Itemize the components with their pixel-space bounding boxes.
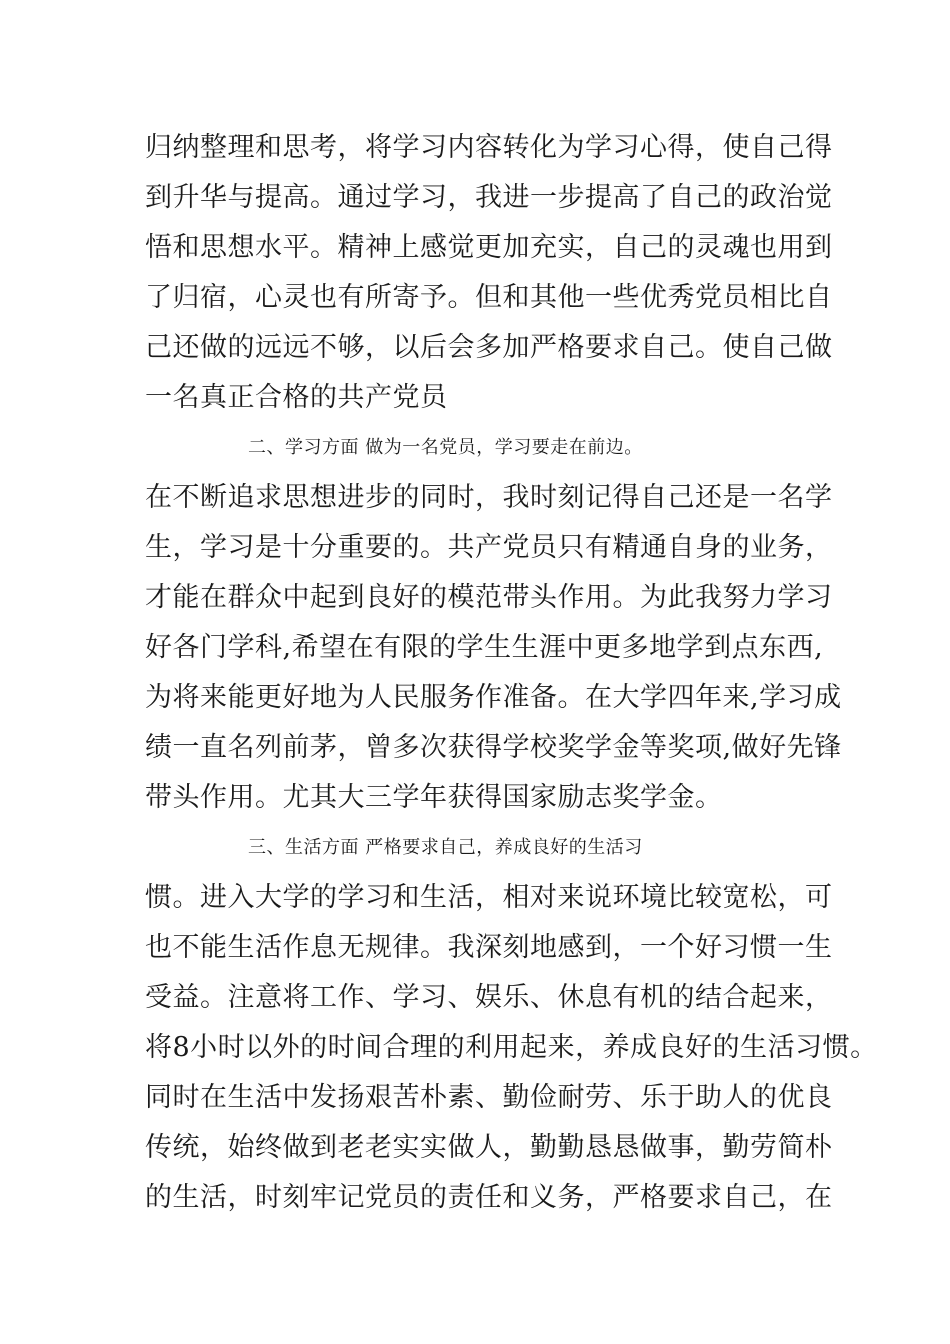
paragraph-line: 带头作用。尤其大三学年获得国家励志奖学金。: [145, 782, 723, 813]
paragraph-line: 一名真正合格的共产党员: [145, 382, 448, 413]
section-heading-study: 二、学习方面 做为一名党员，学习要走在前边。: [248, 437, 643, 458]
section-heading-life: 三、生活方面 严格要求自己，养成良好的生活习: [248, 837, 643, 858]
paragraph-line: 在不断追求思想进步的同时，我时刻记得自己还是一名学: [145, 482, 833, 513]
paragraph-line: 绩一直名列前茅，曾多次获得学校奖学金等奖项,做好先锋: [145, 732, 842, 763]
paragraph-line: 了归宿，心灵也有所寄予。但和其他一些优秀党员相比自: [145, 282, 833, 313]
paragraph-line: 的生活，时刻牢记党员的责任和义务，严格要求自己，在: [145, 1182, 833, 1213]
paragraph-line: 己还做的远远不够，以后会多加严格要求自己。使自己做: [145, 332, 833, 363]
paragraph-line: 同时在生活中发扬艰苦朴素、勤俭耐劳、乐于助人的优良: [145, 1082, 833, 1113]
paragraph-line: 惯。进入大学的学习和生活，相对来说环境比较宽松，可: [145, 882, 833, 913]
paragraph-line: 才能在群众中起到良好的模范带头作用。为此我努力学习: [145, 582, 833, 613]
paragraph-line: 将8小时以外的时间合理的利用起来，养成良好的生活习惯。: [145, 1032, 878, 1063]
paragraph-line: 传统，始终做到老老实实做人，勤勤恳恳做事，勤劳简朴: [145, 1132, 833, 1163]
paragraph-line: 归纳整理和思考，将学习内容转化为学习心得，使自己得: [145, 132, 833, 163]
paragraph-line: 受益。注意将工作、学习、娱乐、休息有机的结合起来，: [145, 982, 833, 1013]
paragraph-line: 也不能生活作息无规律。我深刻地感到，一个好习惯一生: [145, 932, 833, 963]
paragraph-line: 好各门学科,希望在有限的学生生涯中更多地学到点东西,: [145, 632, 824, 663]
paragraph-line: 为将来能更好地为人民服务作准备。在大学四年来,学习成: [145, 682, 842, 713]
paragraph-line: 生，学习是十分重要的。共产党员只有精通自身的业务，: [145, 532, 833, 563]
paragraph-line: 到升华与提高。通过学习，我进一步提高了自己的政治觉: [145, 182, 833, 213]
paragraph-line: 悟和思想水平。精神上感觉更加充实，自己的灵魂也用到: [145, 232, 833, 263]
